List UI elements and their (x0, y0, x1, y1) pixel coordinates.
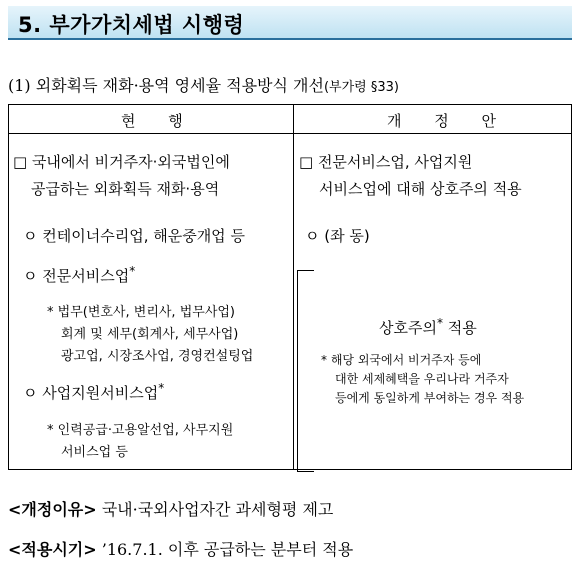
left-note3-line2: 서비스업 등 (61, 445, 128, 460)
banner-title: 5. 부가가치세법 시행령 (18, 13, 245, 37)
table-header (9, 105, 571, 134)
section-title: (1) 외화획득 재화·용역 영세율 적용방식 개선 (8, 76, 324, 95)
reason-label: <개정이유> (8, 500, 97, 519)
right-item1-line2: 서비스업에 대해 상호주의 적용 (319, 180, 522, 198)
grouping-bracket (297, 270, 314, 472)
left-item1-line2: 공급하는 외화획득 재화·용역 (31, 180, 220, 198)
left-sub1: ㅇ 컨테이너수리업, 해운중개업 등 (23, 227, 245, 245)
left-note2-line3: 광고업, 시장조사업, 경영컨설팅업 (61, 349, 254, 364)
right-note-line3: 등에게 동일하게 부여하는 경우 적용 (335, 391, 525, 405)
timing-line (8, 537, 353, 560)
timing-text: ’16.7.1. 이후 공급하는 분부터 적용 (96, 540, 354, 559)
comparison-table (8, 104, 572, 470)
left-sub3: ㅇ 사업지원서비스업* (23, 381, 165, 402)
right-item1-line1: □ 전문서비스업, 사업지원 (299, 153, 473, 171)
section-heading (8, 73, 399, 96)
reason-text: 국내·국외사업자간 과세형평 제고 (96, 500, 334, 519)
reason-line (8, 497, 333, 520)
right-note-line2: 대한 세제혜택을 우리나라 거주자 (335, 372, 509, 386)
right-note-line1: * 해당 외국에서 비거주자 등에 (321, 353, 482, 367)
timing-label: <적용시기> (8, 540, 97, 559)
section-reference: (부가령 §33) (323, 80, 399, 95)
right-reciprocity: 상호주의* 적용 (379, 316, 477, 337)
left-note2-line2: 회계 및 세무(회계사, 세무사업) (61, 327, 239, 342)
left-item1-line1: □ 국내에서 비거주자·외국법인에 (13, 153, 230, 171)
header-proposed: 개 정 안 (387, 112, 511, 130)
left-note2-line1: * 법무(변호사, 변리사, 법무사업) (47, 305, 236, 320)
section-banner (8, 6, 572, 40)
left-note3-line1: * 인력공급·고용알선업, 사무지원 (47, 423, 234, 438)
column-divider (293, 105, 294, 469)
left-sub2: ㅇ 전문서비스업* (23, 264, 136, 285)
header-current: 현 행 (121, 112, 197, 130)
right-sub1: ㅇ (좌 동) (305, 227, 370, 245)
